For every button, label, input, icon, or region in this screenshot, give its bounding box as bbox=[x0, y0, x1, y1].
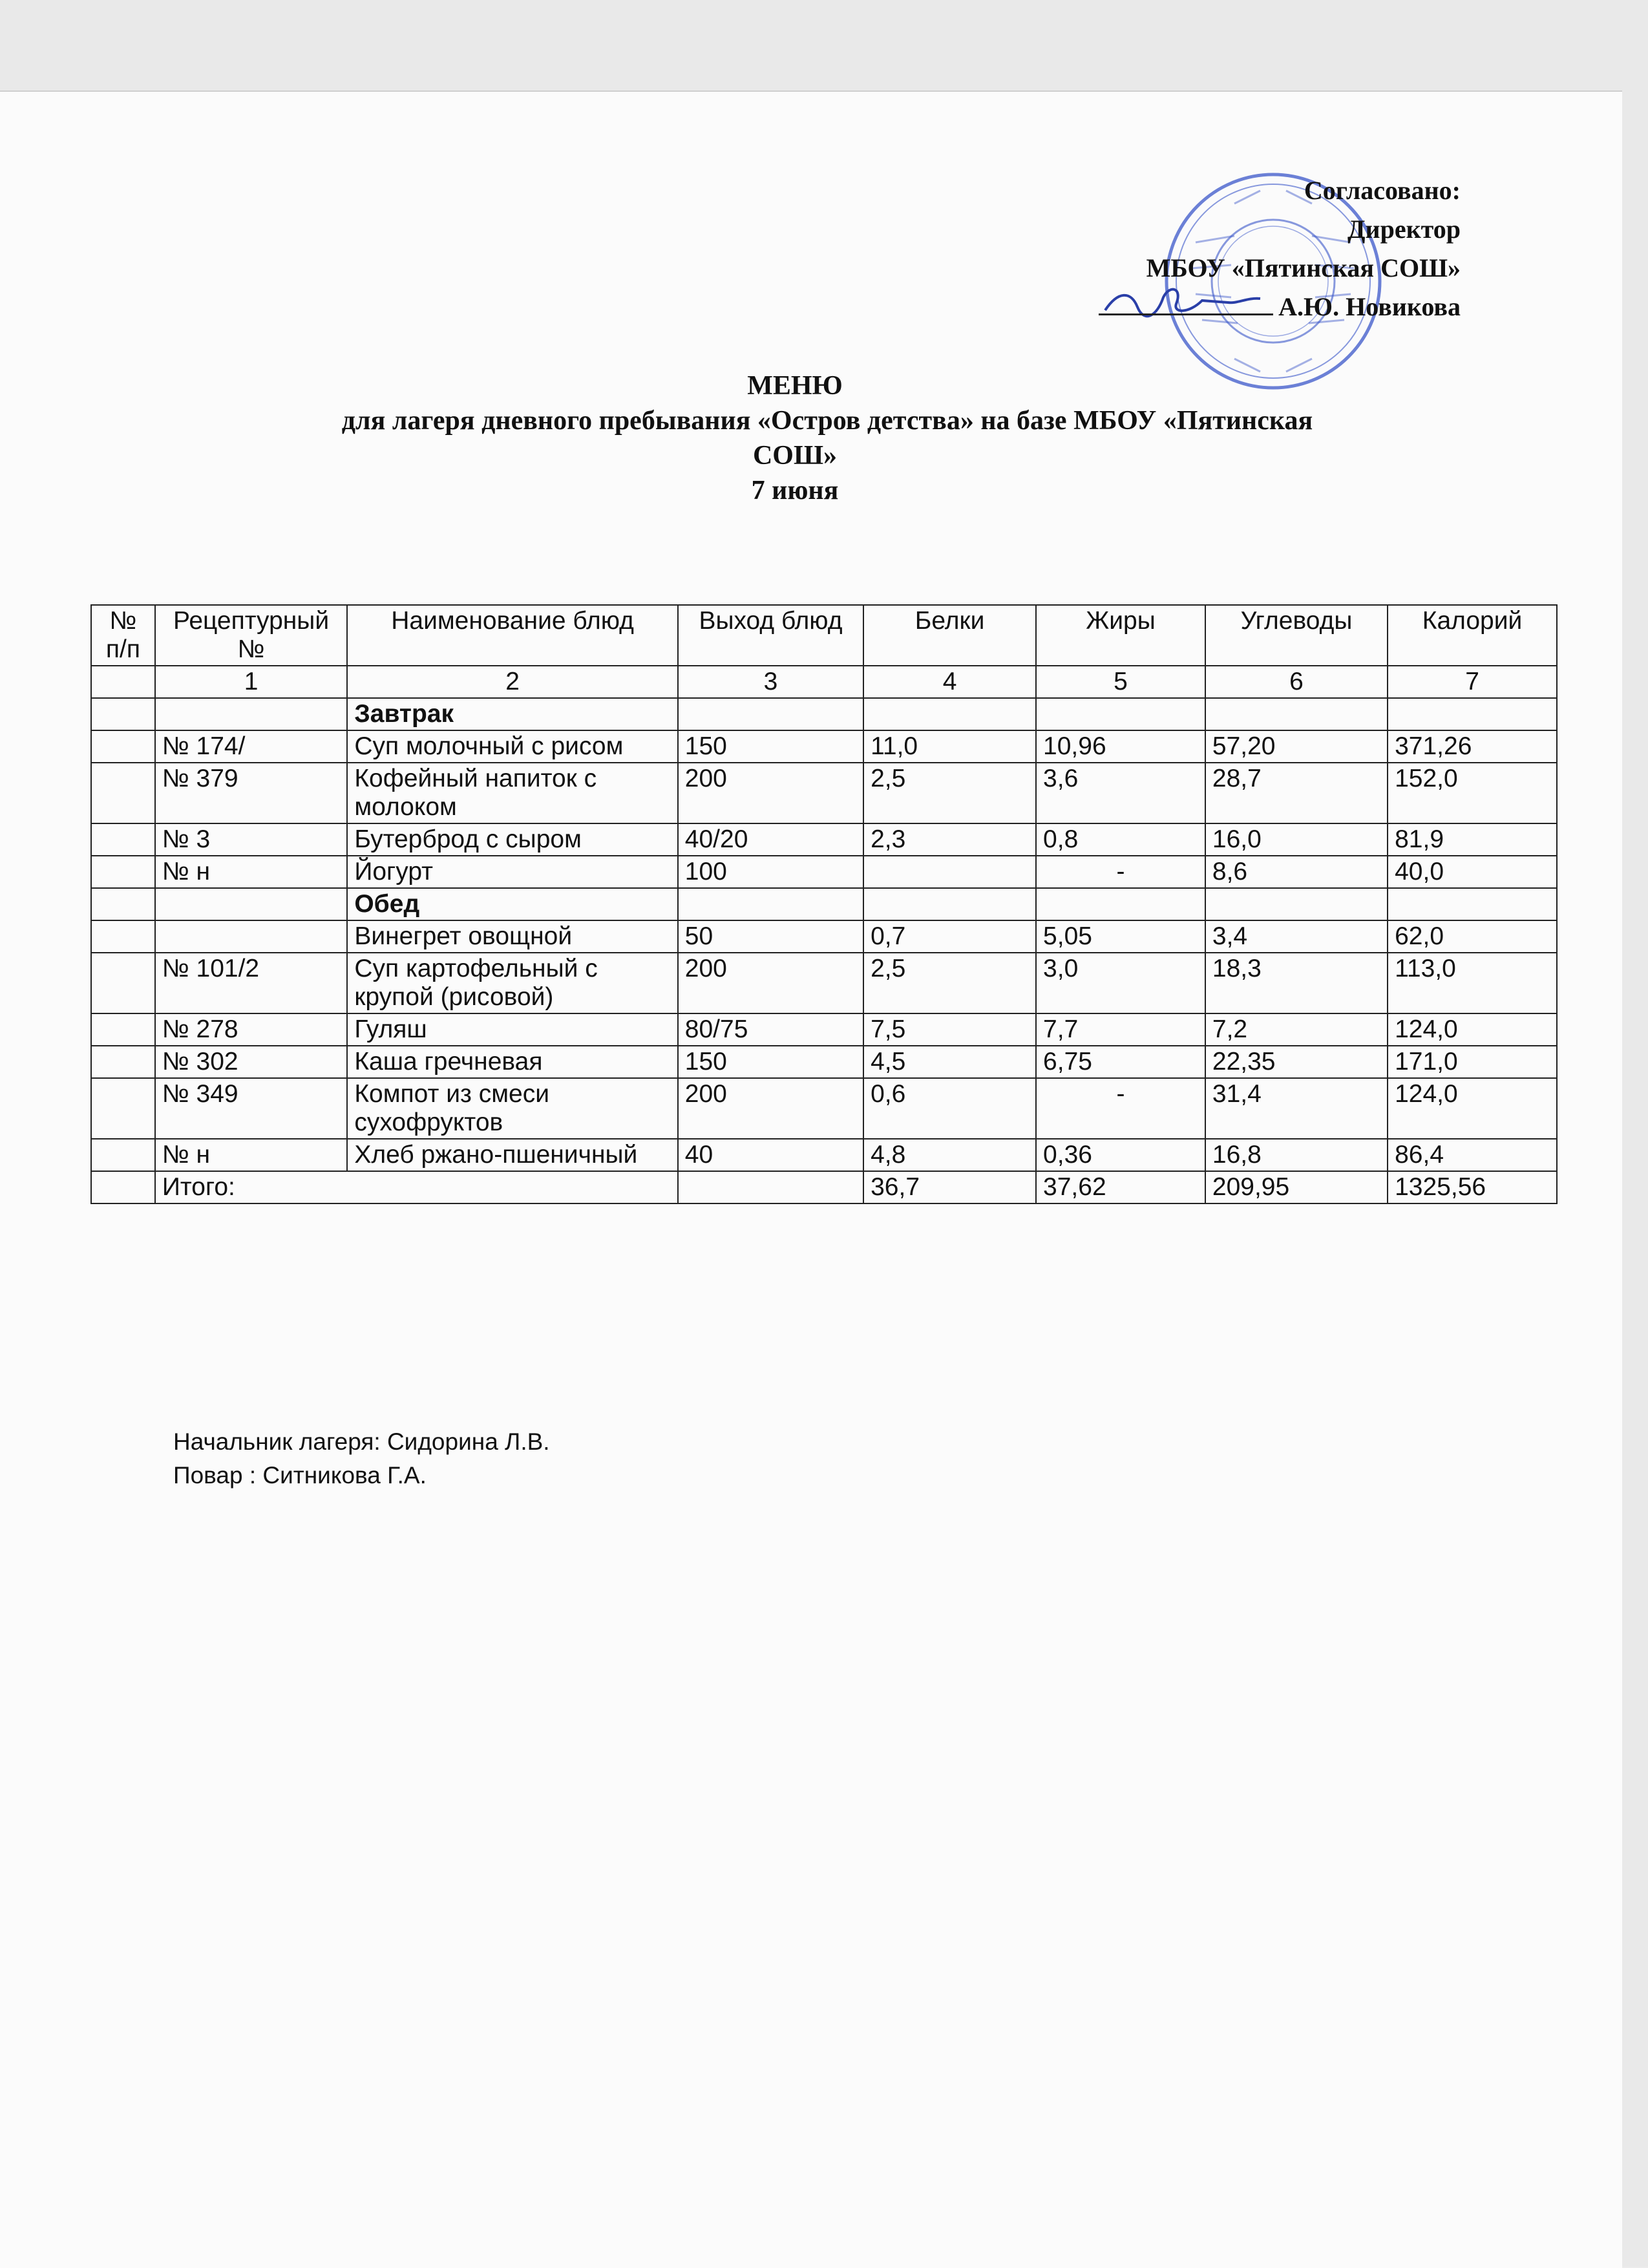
portion-cell: 80/75 bbox=[678, 1013, 863, 1046]
header-cell: Рецептурный № bbox=[155, 605, 348, 666]
calories-cell bbox=[1388, 888, 1557, 920]
recipe-number-cell bbox=[155, 698, 348, 730]
dish-name-cell: Гуляш bbox=[347, 1013, 677, 1046]
number-cell: 1 bbox=[155, 666, 348, 698]
header-cell: Калорий bbox=[1388, 605, 1557, 666]
table-row bbox=[91, 1139, 1557, 1171]
number-cell: 7 bbox=[1388, 666, 1557, 698]
title-menu: МЕНЮ bbox=[747, 371, 843, 401]
fats-cell: 3,0 bbox=[1036, 953, 1205, 1013]
carbs-cell bbox=[1205, 698, 1388, 730]
calories-cell: 113,0 bbox=[1388, 953, 1557, 1013]
portion-cell bbox=[678, 698, 863, 730]
dish-name-cell: Каша гречневая bbox=[347, 1046, 677, 1078]
dish-name-cell: Хлеб ржано-пшеничный bbox=[347, 1139, 677, 1171]
title-subtitle-cont: СОШ» bbox=[752, 441, 838, 471]
fats-cell: 3,6 bbox=[1036, 763, 1205, 823]
calories-cell: 371,26 bbox=[1388, 730, 1557, 763]
number-cell bbox=[91, 666, 155, 698]
approval-organization: МБОУ «Пятинская СОШ» bbox=[1146, 253, 1461, 282]
row-number-cell bbox=[91, 823, 155, 856]
row-number-cell bbox=[91, 888, 155, 920]
header-cell: Белки bbox=[863, 605, 1036, 666]
recipe-number-cell: № 302 bbox=[155, 1046, 348, 1078]
camp-head: Начальник лагеря: Сидорина Л.В. bbox=[173, 1428, 550, 1455]
carbs-cell: 22,35 bbox=[1205, 1046, 1388, 1078]
number-cell: 5 bbox=[1036, 666, 1205, 698]
calories-cell: 62,0 bbox=[1388, 920, 1557, 953]
row-number-cell bbox=[91, 920, 155, 953]
calories-cell: 152,0 bbox=[1388, 763, 1557, 823]
proteins-cell: 4,8 bbox=[863, 1139, 1036, 1171]
header-cell: Наименование блюд bbox=[347, 605, 677, 666]
header-cell: Углеводы bbox=[1205, 605, 1388, 666]
carbs-cell: 8,6 bbox=[1205, 856, 1388, 888]
header-cell: Выход блюд bbox=[678, 605, 863, 666]
total-fats: 37,62 bbox=[1036, 1171, 1205, 1203]
total-label: Итого: bbox=[155, 1171, 678, 1203]
dish-name-cell: Суп картофельный с крупой (рисовой) bbox=[347, 953, 677, 1013]
number-cell: 4 bbox=[863, 666, 1036, 698]
table-row bbox=[91, 763, 1557, 823]
proteins-cell: 7,5 bbox=[863, 1013, 1036, 1046]
recipe-number-cell bbox=[155, 888, 348, 920]
signature-line bbox=[1099, 288, 1273, 315]
table-row bbox=[91, 1078, 1557, 1139]
table-row bbox=[91, 953, 1557, 1013]
total-proteins: 36,7 bbox=[863, 1171, 1036, 1203]
carbs-cell: 7,2 bbox=[1205, 1013, 1388, 1046]
portion-cell: 200 bbox=[678, 763, 863, 823]
cook: Повар : Ситникова Г.А. bbox=[173, 1462, 427, 1489]
calories-cell: 124,0 bbox=[1388, 1013, 1557, 1046]
dish-name-cell: Компот из смеси сухофруктов bbox=[347, 1078, 677, 1139]
fats-cell: - bbox=[1036, 856, 1205, 888]
column-number-row bbox=[91, 666, 1557, 698]
proteins-cell: 0,6 bbox=[863, 1078, 1036, 1139]
fats-cell: 0,36 bbox=[1036, 1139, 1205, 1171]
fats-cell bbox=[1036, 888, 1205, 920]
total-carbs: 209,95 bbox=[1205, 1171, 1388, 1203]
calories-cell: 40,0 bbox=[1388, 856, 1557, 888]
proteins-cell bbox=[863, 698, 1036, 730]
table-row bbox=[91, 856, 1557, 888]
carbs-cell: 28,7 bbox=[1205, 763, 1388, 823]
calories-cell: 86,4 bbox=[1388, 1139, 1557, 1171]
document-title bbox=[123, 368, 1532, 508]
dish-name-cell: Кофейный напиток с молоком bbox=[347, 763, 677, 823]
approval-position: Директор bbox=[1347, 215, 1461, 244]
row-number-cell bbox=[91, 1046, 155, 1078]
table-row bbox=[91, 1046, 1557, 1078]
total-cell bbox=[91, 1171, 155, 1203]
row-number-cell bbox=[91, 1013, 155, 1046]
row-number-cell bbox=[91, 698, 155, 730]
header-cell: № п/п bbox=[91, 605, 155, 666]
fats-cell: 0,8 bbox=[1036, 823, 1205, 856]
carbs-cell: 3,4 bbox=[1205, 920, 1388, 953]
approval-block bbox=[1099, 171, 1461, 326]
section-heading: Обед bbox=[347, 888, 677, 920]
header-cell: Жиры bbox=[1036, 605, 1205, 666]
carbs-cell: 57,20 bbox=[1205, 730, 1388, 763]
carbs-cell: 16,0 bbox=[1205, 823, 1388, 856]
number-cell: 3 bbox=[678, 666, 863, 698]
dish-name-cell: Винегрет овощной bbox=[347, 920, 677, 953]
recipe-number-cell: № 174/ bbox=[155, 730, 348, 763]
dish-name-cell: Йогурт bbox=[347, 856, 677, 888]
carbs-cell: 16,8 bbox=[1205, 1139, 1388, 1171]
recipe-number-cell: № 349 bbox=[155, 1078, 348, 1139]
row-number-cell bbox=[91, 763, 155, 823]
portion-cell: 50 bbox=[678, 920, 863, 953]
calories-cell: 171,0 bbox=[1388, 1046, 1557, 1078]
portion-cell: 40 bbox=[678, 1139, 863, 1171]
portion-cell: 100 bbox=[678, 856, 863, 888]
fats-cell: - bbox=[1036, 1078, 1205, 1139]
portion-cell: 150 bbox=[678, 730, 863, 763]
proteins-cell bbox=[863, 856, 1036, 888]
table-row bbox=[91, 823, 1557, 856]
proteins-cell: 2,5 bbox=[863, 763, 1036, 823]
recipe-number-cell bbox=[155, 920, 348, 953]
total-cell bbox=[678, 1171, 863, 1203]
fats-cell: 6,75 bbox=[1036, 1046, 1205, 1078]
table-row bbox=[91, 920, 1557, 953]
fats-cell: 5,05 bbox=[1036, 920, 1205, 953]
menu-table bbox=[90, 604, 1558, 1204]
approval-signatory-line bbox=[1099, 288, 1461, 326]
table-row bbox=[91, 698, 1557, 730]
row-number-cell bbox=[91, 1139, 155, 1171]
recipe-number-cell: № н bbox=[155, 1139, 348, 1171]
title-subtitle: для лагеря дневного пребывания «Остров детства» на базе МБОУ «Пятинская bbox=[341, 406, 1313, 436]
fats-cell: 10,96 bbox=[1036, 730, 1205, 763]
row-number-cell bbox=[91, 953, 155, 1013]
proteins-cell: 4,5 bbox=[863, 1046, 1036, 1078]
proteins-cell bbox=[863, 888, 1036, 920]
table-row bbox=[91, 730, 1557, 763]
calories-cell: 81,9 bbox=[1388, 823, 1557, 856]
number-cell: 2 bbox=[347, 666, 677, 698]
recipe-number-cell: № 101/2 bbox=[155, 953, 348, 1013]
recipe-number-cell: № 3 bbox=[155, 823, 348, 856]
row-number-cell bbox=[91, 856, 155, 888]
dish-name-cell: Бутерброд с сыром bbox=[347, 823, 677, 856]
row-number-cell bbox=[91, 1078, 155, 1139]
portion-cell: 200 bbox=[678, 1078, 863, 1139]
signatures-footer bbox=[173, 1425, 550, 1492]
dish-name-cell: Суп молочный с рисом bbox=[347, 730, 677, 763]
proteins-cell: 2,5 bbox=[863, 953, 1036, 1013]
carbs-cell: 31,4 bbox=[1205, 1078, 1388, 1139]
fats-cell: 7,7 bbox=[1036, 1013, 1205, 1046]
proteins-cell: 0,7 bbox=[863, 920, 1036, 953]
row-number-cell bbox=[91, 730, 155, 763]
table-header-row bbox=[91, 605, 1557, 666]
table-row bbox=[91, 888, 1557, 920]
portion-cell: 40/20 bbox=[678, 823, 863, 856]
fats-cell bbox=[1036, 698, 1205, 730]
number-cell: 6 bbox=[1205, 666, 1388, 698]
section-heading: Завтрак bbox=[347, 698, 677, 730]
title-date: 7 июня bbox=[751, 476, 839, 505]
carbs-cell: 18,3 bbox=[1205, 953, 1388, 1013]
approval-label: Согласовано: bbox=[1304, 176, 1461, 205]
proteins-cell: 2,3 bbox=[863, 823, 1036, 856]
recipe-number-cell: № н bbox=[155, 856, 348, 888]
calories-cell: 124,0 bbox=[1388, 1078, 1557, 1139]
total-calories: 1325,56 bbox=[1388, 1171, 1557, 1203]
carbs-cell bbox=[1205, 888, 1388, 920]
recipe-number-cell: № 278 bbox=[155, 1013, 348, 1046]
approval-signatory-name: А.Ю. Новикова bbox=[1278, 292, 1461, 321]
portion-cell bbox=[678, 888, 863, 920]
table-row bbox=[91, 1013, 1557, 1046]
recipe-number-cell: № 379 bbox=[155, 763, 348, 823]
proteins-cell: 11,0 bbox=[863, 730, 1036, 763]
portion-cell: 200 bbox=[678, 953, 863, 1013]
total-row bbox=[91, 1171, 1557, 1203]
calories-cell bbox=[1388, 698, 1557, 730]
portion-cell: 150 bbox=[678, 1046, 863, 1078]
